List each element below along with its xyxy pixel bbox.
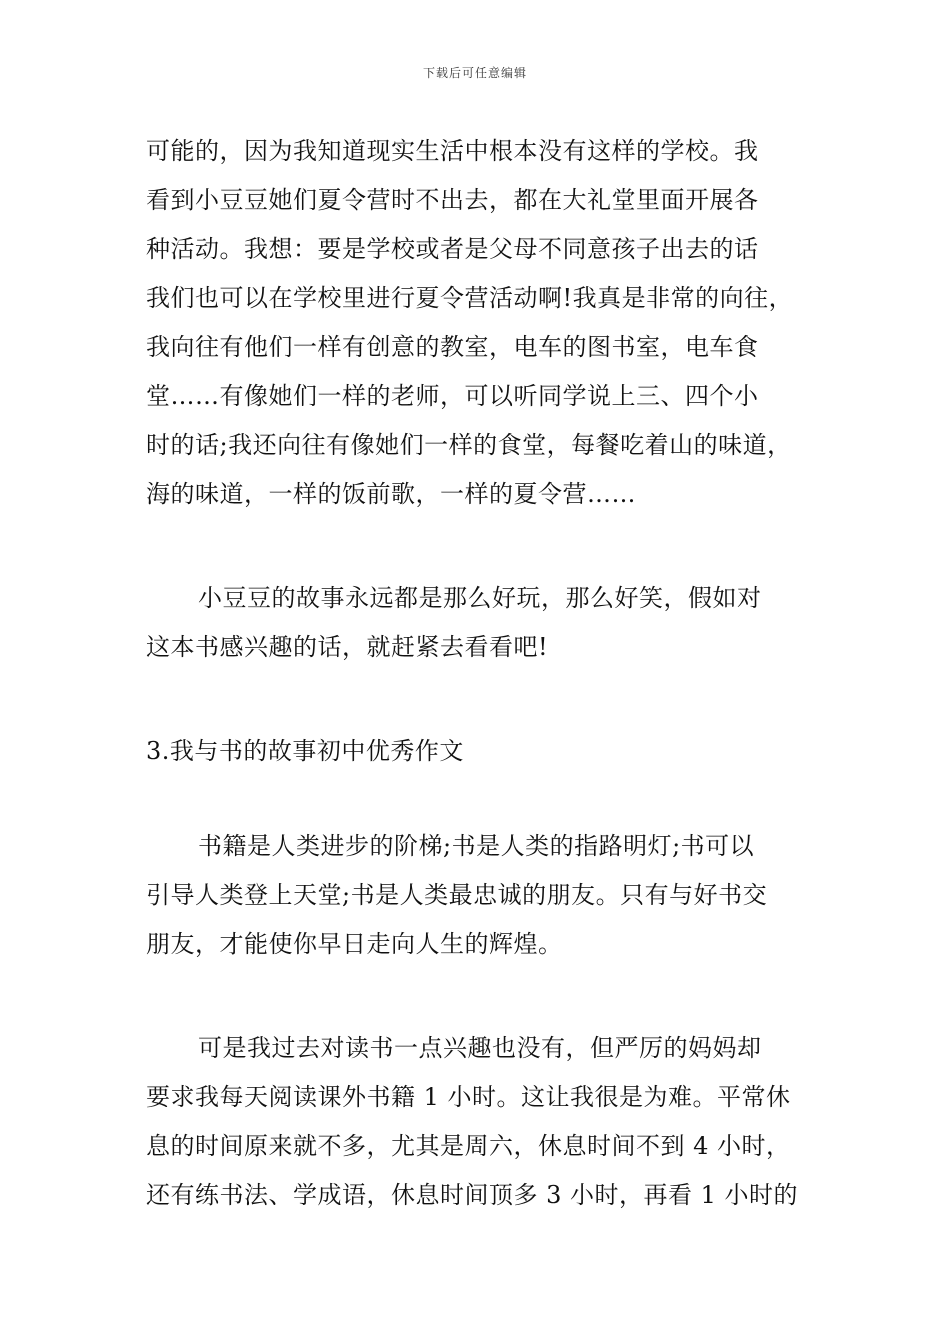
paragraph-line: 要求我每天阅读课外书籍 1 小时。这让我很是为难。平常休 bbox=[146, 1083, 791, 1111]
paragraph-line: 我们也可以在学校里进行夏令营活动啊!我真是非常的向往， bbox=[146, 284, 794, 312]
page-header: 下载后可任意编辑 bbox=[422, 66, 527, 80]
paragraph-line: 书籍是人类进步的阶梯;书是人类的指路明灯;书可以 bbox=[198, 832, 755, 860]
paragraph-line: 可是我过去对读书一点兴趣也没有，但严厉的妈妈却 bbox=[198, 1034, 762, 1062]
paragraph-line: 还有练书法、学成语，休息时间顶多 3 小时，再看 1 小时的 bbox=[146, 1181, 799, 1209]
paragraph-line: 小豆豆的故事永远都是那么好玩，那么好笑，假如对 bbox=[198, 584, 762, 612]
paragraph-line: 时的话;我还向往有像她们一样的食堂，每餐吃着山的味道， bbox=[146, 431, 792, 459]
paragraph-line: 堂……有像她们一样的老师，可以听同学说上三、四个小 bbox=[146, 382, 759, 410]
paragraph-line: 我向往有他们一样有创意的教室，电车的图书室，电车食 bbox=[146, 333, 759, 361]
section-heading: 3.我与书的故事初中优秀作文 bbox=[146, 737, 464, 765]
paragraph-line: 息的时间原来就不多，尤其是周六，休息时间不到 4 小时， bbox=[146, 1132, 791, 1160]
paragraph-line: 这本书感兴趣的话，就赶紧去看看吧! bbox=[146, 633, 549, 661]
paragraph-line: 海的味道，一样的饭前歌，一样的夏令营…… bbox=[146, 480, 636, 508]
paragraph-line: 可能的，因为我知道现实生活中根本没有这样的学校。我 bbox=[146, 137, 759, 165]
paragraph-line: 引导人类登上天堂;书是人类最忠诚的朋友。只有与好书交 bbox=[146, 881, 768, 909]
paragraph-line: 看到小豆豆她们夏令营时不出去，都在大礼堂里面开展各 bbox=[146, 186, 759, 214]
paragraph-line: 种活动。我想：要是学校或者是父母不同意孩子出去的话 bbox=[146, 235, 759, 263]
paragraph-line: 朋友，才能使你早日走向人生的辉煌。 bbox=[146, 930, 563, 958]
